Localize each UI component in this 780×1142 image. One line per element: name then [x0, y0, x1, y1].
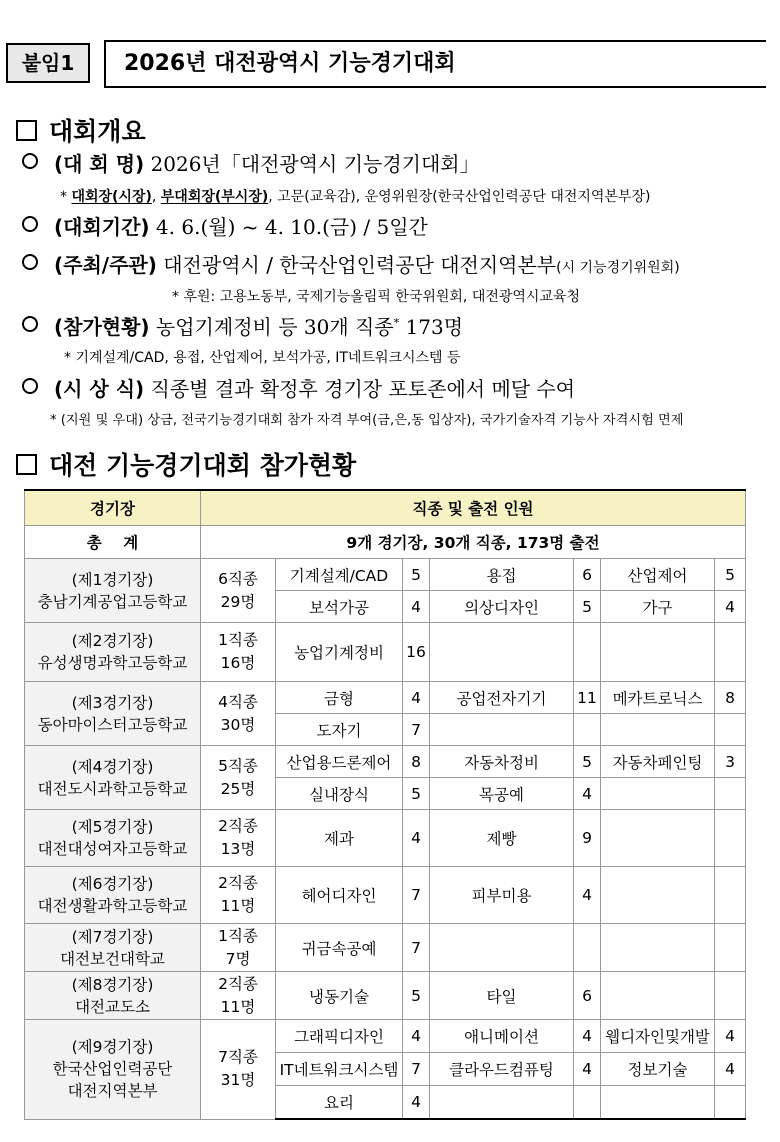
job-name — [601, 778, 715, 810]
circle-bullet-icon — [22, 153, 38, 169]
job-name — [601, 810, 715, 867]
job-count: 4 — [574, 1020, 601, 1053]
job-count: 7 — [403, 714, 430, 746]
venue-count: 2직종 11명 — [201, 867, 276, 924]
job-name — [601, 867, 715, 924]
square-bullet-icon — [16, 120, 37, 141]
section-heading-participation: 대전 기능경기대회 참가현황 — [16, 446, 356, 482]
overview-host-row: (주최/주관) 대전광역시 / 한국산업인력공단 대전지역본부(시 기능경기위원회) — [22, 249, 680, 278]
job-count: 16 — [403, 623, 430, 682]
job-name — [601, 972, 715, 1020]
table-row — [25, 559, 746, 591]
participation-table-wrap — [24, 489, 745, 1120]
job-count: 5 — [403, 972, 430, 1020]
job-count — [574, 924, 601, 972]
venue-count: 2직종 11명 — [201, 972, 276, 1020]
circle-bullet-icon — [22, 254, 38, 270]
venue-name: (제6경기장) 대전생활과학고등학교 — [25, 867, 201, 924]
job-count: 7 — [403, 924, 430, 972]
job-count: 4 — [403, 682, 430, 714]
circle-bullet-icon — [22, 316, 38, 332]
overview-award-note: * (지원 및 우대) 상금, 전국기능경기대회 참가 자격 부여(금,은,동 입상자), 국가기술자격 기능사 자격시험 면제 — [50, 413, 684, 428]
total-row — [25, 526, 746, 559]
job-count: 4 — [715, 1020, 746, 1053]
job-count — [715, 714, 746, 746]
job-count: 6 — [574, 559, 601, 591]
host-value-small: (시 기능경기위원회) — [556, 260, 680, 276]
job-name: 타일 — [430, 972, 574, 1020]
job-count — [715, 810, 746, 867]
job-name: 자동차페인팅 — [601, 746, 715, 778]
header-venue: 경기장 — [25, 490, 201, 526]
title-bar — [6, 40, 766, 90]
job-count — [715, 1086, 746, 1120]
job-count — [574, 623, 601, 682]
job-name: 클라우드컴퓨팅 — [430, 1053, 574, 1086]
name-value: 2026년「대전광역시 기능경기대회」 — [150, 152, 480, 176]
circle-bullet-icon — [22, 378, 38, 394]
job-count — [715, 867, 746, 924]
job-name — [601, 924, 715, 972]
job-name: 헤어디자인 — [276, 867, 403, 924]
job-count — [715, 778, 746, 810]
circle-bullet-icon — [22, 216, 38, 232]
job-count: 11 — [574, 682, 601, 714]
table-row — [25, 746, 746, 778]
job-name: 농업기계정비 — [276, 623, 403, 682]
job-count: 5 — [403, 778, 430, 810]
venue-name: (제9경기장) 한국산업인력공단 대전지역본부 — [25, 1020, 201, 1120]
venue-name: (제3경기장) 동아마이스터고등학교 — [25, 682, 201, 746]
total-value: 9개 경기장, 30개 직종, 173명 출전 — [201, 526, 746, 559]
job-name — [601, 623, 715, 682]
table-row — [25, 924, 746, 972]
job-name: 가구 — [601, 591, 715, 623]
job-count: 8 — [715, 682, 746, 714]
overview-host-note: * 후원: 고용노동부, 국제기능올림픽 한국위원회, 대전광역시교육청 — [172, 289, 581, 305]
venue-name: (제5경기장) 대전대성여자고등학교 — [25, 810, 201, 867]
job-count: 9 — [574, 810, 601, 867]
table-row — [25, 1020, 746, 1053]
job-count: 4 — [403, 1086, 430, 1120]
venue-count: 6직종 29명 — [201, 559, 276, 623]
overview-name-row: (대 회 명) 2026년「대전광역시 기능경기대회」 — [22, 148, 480, 177]
job-name: 기계설계/CAD — [276, 559, 403, 591]
table-row — [25, 867, 746, 924]
header-jobs: 직종 및 출전 인원 — [201, 490, 746, 526]
job-name: 웹디자인및개발 — [601, 1020, 715, 1053]
job-name: 냉동기술 — [276, 972, 403, 1020]
job-name: 용접 — [430, 559, 574, 591]
participation-value: 농업기계정비 등 30개 직종* 173명 — [155, 315, 464, 339]
venue-count: 2직종 13명 — [201, 810, 276, 867]
job-name: 제빵 — [430, 810, 574, 867]
job-count — [574, 714, 601, 746]
job-count: 7 — [403, 867, 430, 924]
job-count: 4 — [574, 1053, 601, 1086]
venue-count: 7직종 31명 — [201, 1020, 276, 1120]
job-count: 5 — [574, 746, 601, 778]
overview-period-row: (대회기간) 4. 6.(월) ~ 4. 10.(금) / 5일간 — [22, 211, 428, 240]
job-count: 3 — [715, 746, 746, 778]
table-row — [25, 623, 746, 682]
document-title: 2026년 대전광역시 기능경기대회 — [104, 40, 766, 88]
period-value: 4. 6.(월) ~ 4. 10.(금) / 5일간 — [155, 215, 428, 239]
job-name — [430, 623, 574, 682]
job-count: 4 — [403, 1020, 430, 1053]
job-name: 애니메이션 — [430, 1020, 574, 1053]
participation-table — [24, 489, 746, 1120]
job-name: IT네트워크시스템 — [276, 1053, 403, 1086]
job-name: 요리 — [276, 1086, 403, 1120]
job-count: 6 — [574, 972, 601, 1020]
venue-name: (제2경기장) 유성생명과학고등학교 — [25, 623, 201, 682]
table-row — [25, 972, 746, 1020]
job-count — [574, 1086, 601, 1120]
job-name: 산업제어 — [601, 559, 715, 591]
job-count — [715, 972, 746, 1020]
job-name — [601, 714, 715, 746]
job-name: 의상디자인 — [430, 591, 574, 623]
job-count: 4 — [715, 1053, 746, 1086]
job-name: 그래픽디자인 — [276, 1020, 403, 1053]
overview-award-row: (시 상 식) 직종별 결과 확정후 경기장 포토존에서 메달 수여 — [22, 373, 575, 402]
venue-count: 1직종 7명 — [201, 924, 276, 972]
job-name — [430, 924, 574, 972]
job-count: 5 — [574, 591, 601, 623]
job-name — [430, 714, 574, 746]
job-name: 보석가공 — [276, 591, 403, 623]
section-heading-overview: 대회개요 — [16, 112, 146, 148]
total-label: 총 계 — [25, 526, 201, 559]
job-name: 제과 — [276, 810, 403, 867]
overview-participation-note: * 기계설계/CAD, 용접, 산업제어, 보석가공, IT네트워크시스템 등 — [64, 350, 461, 366]
table-row — [25, 682, 746, 714]
attachment-tag: 붙임1 — [6, 43, 90, 83]
job-name: 정보기술 — [601, 1053, 715, 1086]
job-count: 5 — [403, 559, 430, 591]
table-row — [25, 810, 746, 867]
venue-name: (제8경기장) 대전교도소 — [25, 972, 201, 1020]
award-value: 직종별 결과 확정후 경기장 포토존에서 메달 수여 — [150, 377, 576, 401]
job-count: 4 — [403, 810, 430, 867]
venue-count: 1직종 16명 — [201, 623, 276, 682]
job-name — [430, 1086, 574, 1120]
square-bullet-icon — [16, 454, 37, 475]
job-count: 4 — [403, 591, 430, 623]
venue-name: (제7경기장) 대전보건대학교 — [25, 924, 201, 972]
job-name: 도자기 — [276, 714, 403, 746]
job-count: 8 — [403, 746, 430, 778]
venue-name: (제1경기장) 충남기계공업고등학교 — [25, 559, 201, 623]
host-value: 대전광역시 / 한국산업인력공단 대전지역본부 — [163, 253, 557, 277]
job-count: 4 — [715, 591, 746, 623]
job-name: 메카트로닉스 — [601, 682, 715, 714]
job-name: 자동차정비 — [430, 746, 574, 778]
job-name: 목공예 — [430, 778, 574, 810]
job-count — [715, 623, 746, 682]
job-name: 귀금속공예 — [276, 924, 403, 972]
job-name: 산업용드론제어 — [276, 746, 403, 778]
job-count: 4 — [574, 778, 601, 810]
job-name: 실내장식 — [276, 778, 403, 810]
overview-name-note: * 대회장(시장), 부대회장(부시장), 고문(교육감), 운영위원장(한국산업인력공단 대전지역본부장) — [60, 189, 651, 205]
overview-participation-row: (참가현황) 농업기계정비 등 30개 직종* 173명 — [22, 311, 463, 340]
job-name: 피부미용 — [430, 867, 574, 924]
job-name: 금형 — [276, 682, 403, 714]
venue-count: 4직종 30명 — [201, 682, 276, 746]
venue-name: (제4경기장) 대전도시과학고등학교 — [25, 746, 201, 810]
job-count: 4 — [574, 867, 601, 924]
job-name — [601, 1086, 715, 1120]
job-count — [715, 924, 746, 972]
job-name: 공업전자기기 — [430, 682, 574, 714]
job-count: 5 — [715, 559, 746, 591]
venue-count: 5직종 25명 — [201, 746, 276, 810]
job-count: 7 — [403, 1053, 430, 1086]
